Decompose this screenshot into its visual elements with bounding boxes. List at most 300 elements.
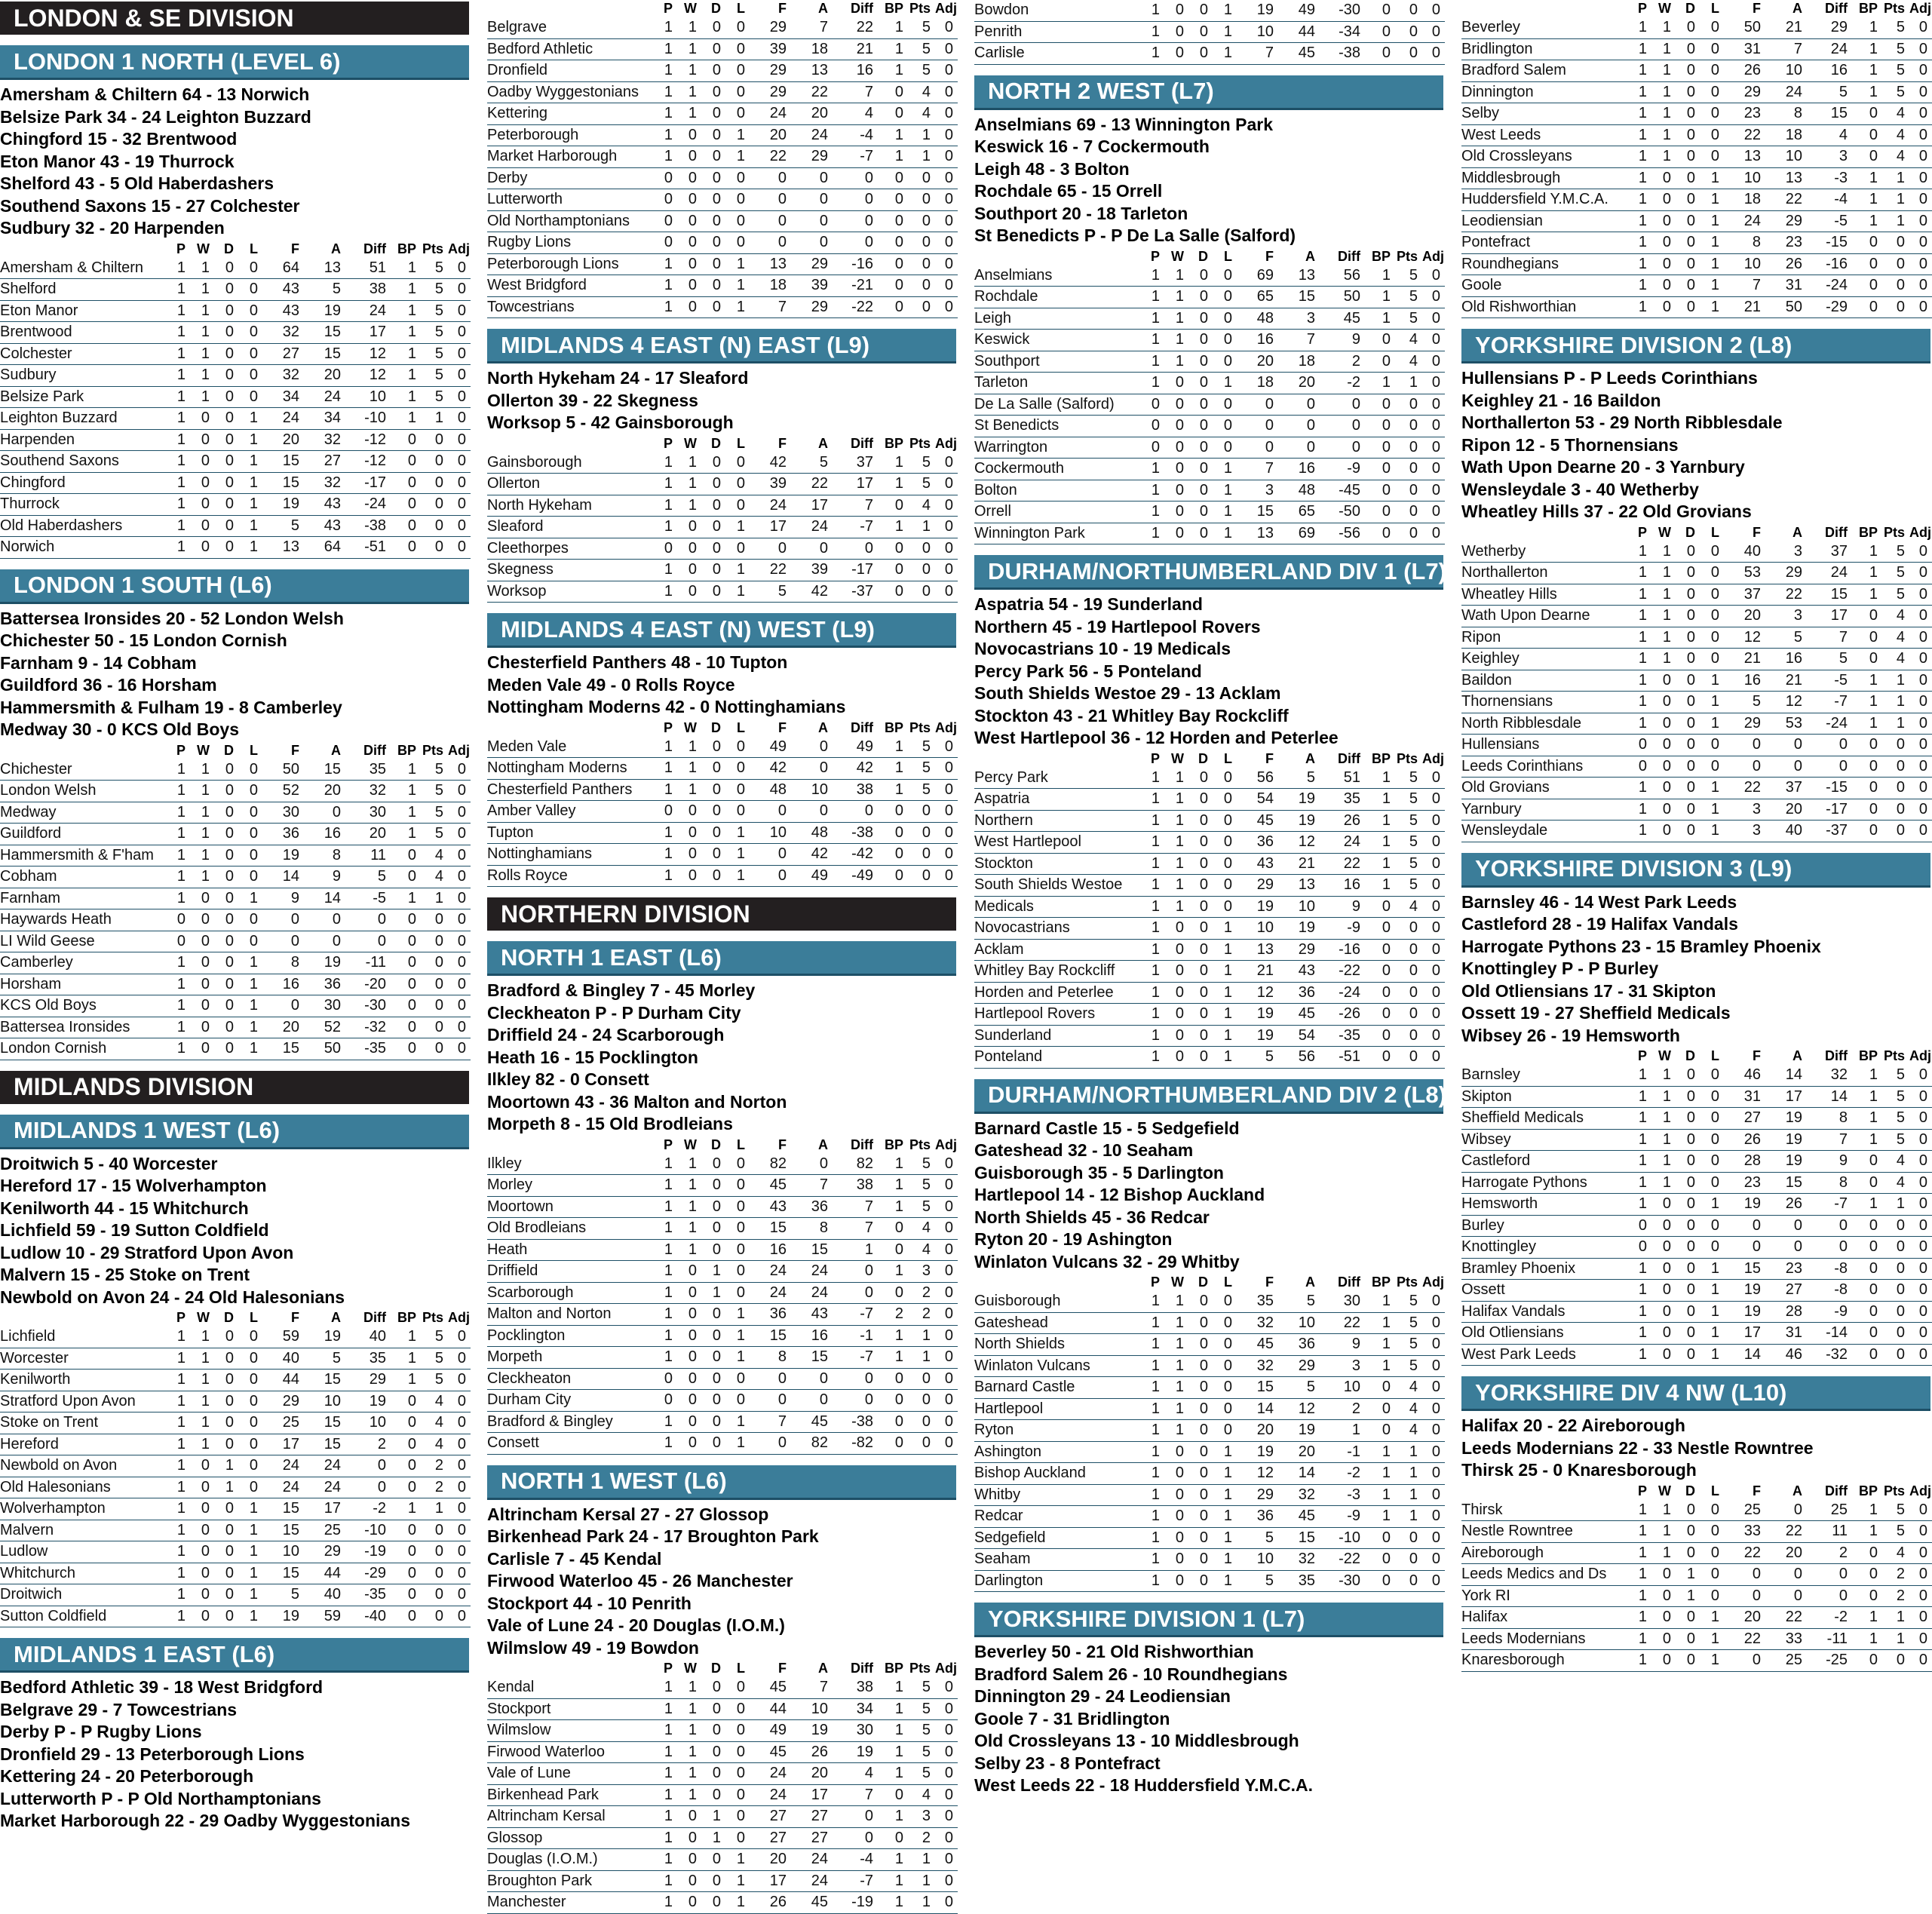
stat-cell: 0 (214, 1434, 238, 1455)
team-name: South Shields Westoe (974, 875, 1140, 897)
stat-cell: 17 (1765, 1086, 1807, 1108)
stat-cell: 1 (653, 1827, 677, 1849)
stat-cell: 0 (1882, 1650, 1909, 1672)
stat-cell: 0 (878, 1433, 908, 1455)
stat-cell: 0 (214, 451, 238, 473)
stat-cell: 0 (1882, 232, 1909, 254)
stat-cell: 0 (1213, 896, 1237, 918)
stat-cell: 22 (1320, 1312, 1365, 1334)
stat-cell: 1 (1140, 1570, 1164, 1592)
stat-cell: 5 (421, 759, 448, 781)
stat-cell: 0 (935, 1218, 958, 1240)
stat-cell: 26 (791, 1741, 833, 1763)
stat-cell: 50 (1724, 17, 1765, 38)
stat-cell: 1 (677, 1175, 701, 1197)
stat-cell: 0 (1213, 394, 1237, 416)
stat-cell: 15 (1278, 1527, 1320, 1549)
stat-cell: 0 (701, 865, 725, 887)
stat-cell: 0 (701, 232, 725, 254)
table-row (487, 167, 958, 189)
team-name: Bradford Salem (1461, 60, 1627, 82)
stat-cell: 7 (833, 81, 878, 103)
stat-cell: 7 (1237, 459, 1278, 480)
match-result: West Leeds 22 - 18 Huddersfield Y.M.C.A. (974, 1775, 1314, 1795)
stat-cell: 45 (791, 1892, 833, 1914)
stat-cell: 22 (1765, 189, 1807, 211)
stat-cell: 1 (1140, 961, 1164, 983)
stat-cell: 1 (166, 515, 190, 537)
stat-cell: 13 (750, 253, 791, 275)
stat-cell: 12 (1278, 832, 1320, 854)
stat-cell: 0 (935, 1282, 958, 1304)
team-name: Halifax Vandals (1461, 1301, 1627, 1323)
stat-cell: 0 (1213, 351, 1237, 373)
stat-cell: 0 (1395, 21, 1422, 43)
stat-cell: 39 (791, 275, 833, 297)
column-header-p: P (663, 1136, 673, 1152)
team-name: Broughton Park (487, 1870, 653, 1892)
section (0, 1638, 469, 1832)
stat-cell: 1 (1140, 1025, 1164, 1047)
section (487, 329, 956, 603)
stat-cell: -2 (345, 1498, 391, 1520)
league-banner-north-1-west-l6: NORTH 1 WEST (L6) (487, 1465, 956, 1500)
standings-table (0, 742, 471, 1060)
stat-cell: 1 (391, 322, 421, 344)
stat-cell: 0 (878, 1218, 908, 1240)
stat-cell: 0 (1676, 1086, 1700, 1108)
stat-cell: 0 (1909, 1585, 1932, 1607)
stat-cell: 15 (304, 1370, 345, 1391)
stat-cell: 1 (653, 1849, 677, 1871)
stat-cell: 43 (304, 515, 345, 537)
stat-cell: 0 (935, 452, 958, 474)
stat-cell: 0 (791, 167, 833, 189)
team-name: Douglas (I.O.M.) (487, 1849, 653, 1871)
stat-cell: 0 (391, 845, 421, 867)
stat-cell: 1 (1852, 692, 1882, 713)
stat-cell: 1 (725, 1411, 750, 1433)
team-name: Dinnington (1461, 81, 1627, 103)
stat-cell: 21 (1237, 961, 1278, 983)
team-name: Thornensians (1461, 692, 1627, 713)
stat-cell: 1 (1164, 265, 1188, 287)
stat-cell: 0 (791, 1154, 833, 1175)
stat-cell: 0 (833, 1390, 878, 1412)
stat-cell: 0 (935, 1806, 958, 1828)
team-name: Winlaton Vulcans (974, 1355, 1140, 1377)
stat-cell: 0 (1651, 1194, 1676, 1216)
stat-cell: 0 (908, 538, 935, 560)
match-result: St Benedicts P - P De La Salle (Salford) (974, 225, 1296, 245)
stat-cell: 0 (1909, 146, 1932, 168)
match-result: Market Harborough 22 - 29 Oadby Wyggestonians (0, 1811, 411, 1830)
stat-cell: 0 (1365, 1549, 1395, 1571)
stat-cell: 1 (653, 1784, 677, 1806)
stat-cell: 37 (1807, 541, 1852, 563)
stat-cell: 0 (701, 1741, 725, 1763)
stat-cell: 0 (1852, 1237, 1882, 1259)
stat-cell: 0 (935, 189, 958, 211)
stat-cell: 0 (908, 275, 935, 297)
table-row (974, 1484, 1445, 1506)
match-result: Lichfield 59 - 19 Sutton Coldfield (0, 1220, 269, 1240)
section (487, 0, 956, 318)
stat-cell: 0 (677, 822, 701, 844)
stat-cell: 0 (391, 515, 421, 537)
stat-cell: 1 (653, 81, 677, 103)
stat-cell: -29 (1807, 296, 1852, 318)
match-result: Battersea Ironsides 20 - 52 London Welsh (0, 608, 344, 628)
stat-cell: 29 (791, 253, 833, 275)
stat-cell: 1 (878, 17, 908, 38)
stat-cell: 0 (1213, 832, 1237, 854)
stat-cell: 1 (1651, 1172, 1676, 1194)
stat-cell: 1 (238, 1541, 262, 1563)
column-header-p: P (663, 719, 673, 735)
stat-cell: 0 (908, 581, 935, 603)
stat-cell: 21 (1724, 649, 1765, 670)
stat-cell: 1 (166, 279, 190, 301)
stat-cell: -26 (1320, 1004, 1365, 1026)
column-header-diff: Diff (363, 1310, 386, 1325)
stat-cell: 17 (791, 1784, 833, 1806)
stat-cell: 1 (166, 322, 190, 344)
stat-cell: 29 (750, 60, 791, 82)
stat-cell: 0 (1188, 810, 1213, 832)
stat-cell: 1 (1213, 502, 1237, 523)
league-banner-yorkshire-division-1-l7: YORKSHIRE DIVISION 1 (L7) (974, 1603, 1443, 1637)
stat-cell: 1 (725, 124, 750, 146)
stat-cell: 0 (1909, 1500, 1932, 1521)
column-header-diff: Diff (363, 241, 386, 256)
stat-cell: -51 (1320, 1047, 1365, 1069)
column-header-l: L (737, 435, 745, 451)
stat-cell: 1 (653, 779, 677, 801)
column-header-d: D (1685, 1048, 1695, 1063)
stat-cell: 0 (1422, 1441, 1445, 1463)
stat-cell: 0 (878, 1368, 908, 1390)
stat-cell: 39 (750, 38, 791, 60)
stat-cell: 65 (1278, 502, 1320, 523)
stat-cell: 0 (1724, 1237, 1765, 1259)
stat-cell: 17 (304, 1498, 345, 1520)
team-name: Ossett (1461, 1280, 1627, 1302)
team-name: Middlesbrough (1461, 167, 1627, 189)
table-row (974, 1441, 1445, 1463)
stat-cell: 0 (1422, 1025, 1445, 1047)
team-name: Ponteland (974, 1047, 1140, 1069)
stat-cell: 0 (421, 472, 448, 494)
stat-cell: 1 (1140, 287, 1164, 308)
stat-cell: 0 (448, 1584, 471, 1606)
stat-cell: 0 (1422, 265, 1445, 287)
stat-cell: 0 (238, 365, 262, 387)
stat-cell: 0 (1395, 459, 1422, 480)
team-name: Huddersfield Y.M.C.A. (1461, 189, 1627, 211)
stat-cell: 0 (421, 952, 448, 974)
stat-cell: 0 (750, 1368, 791, 1390)
stat-cell: 0 (1676, 103, 1700, 125)
stat-cell: 38 (345, 279, 391, 301)
table-row (1461, 253, 1932, 275)
stat-cell: 1 (391, 300, 421, 322)
stat-cell: 0 (1909, 1564, 1932, 1586)
stat-cell: 0 (448, 974, 471, 995)
match-result: Ollerton 39 - 22 Skegness (487, 390, 698, 410)
team-name: Thurrock (0, 494, 166, 516)
match-result: Medway 30 - 0 KCS Old Boys (0, 719, 239, 739)
table-row (487, 1154, 958, 1175)
stat-cell: 1 (725, 1892, 750, 1914)
stat-cell: 48 (791, 822, 833, 844)
table-row (974, 982, 1445, 1004)
stat-cell: 20 (1765, 799, 1807, 821)
stat-cell: 0 (448, 781, 471, 802)
table-row (0, 386, 471, 408)
stat-cell: 0 (391, 1017, 421, 1038)
team-name: Hammersmith & F'ham (0, 845, 166, 867)
stat-cell: 0 (214, 386, 238, 408)
stat-cell: -3 (1807, 167, 1852, 189)
team-name: Wilmslow (487, 1720, 653, 1742)
column-header-l: L (250, 241, 258, 256)
stat-cell: 0 (1909, 627, 1932, 649)
stat-cell: 0 (1422, 1377, 1445, 1399)
stat-cell: 0 (701, 275, 725, 297)
team-name: Kettering (487, 103, 653, 125)
stat-cell: 0 (214, 1563, 238, 1584)
stat-cell: -42 (833, 844, 878, 866)
table-row (0, 1541, 471, 1563)
column-header-a: A (818, 1, 828, 16)
stat-cell: 5 (908, 474, 935, 495)
table-row (487, 538, 958, 560)
stat-cell: 0 (750, 210, 791, 232)
table-row (487, 822, 958, 844)
stat-cell: 0 (238, 386, 262, 408)
stat-cell: 35 (1237, 1291, 1278, 1312)
column-header-f: F (1265, 1274, 1274, 1290)
stat-cell: 0 (1395, 480, 1422, 502)
stat-cell: 0 (448, 258, 471, 279)
stat-cell: 21 (1724, 296, 1765, 318)
column-header-w: W (1171, 750, 1184, 766)
stat-cell: 5 (1395, 832, 1422, 854)
stat-cell: 0 (1852, 821, 1882, 842)
stat-cell: 1 (1140, 1463, 1164, 1485)
stat-cell: 0 (878, 1411, 908, 1433)
team-name: Oadby Wyggestonians (487, 81, 653, 103)
stat-cell: 0 (701, 452, 725, 474)
stat-cell: 0 (935, 737, 958, 758)
column-header-p: P (1150, 248, 1160, 264)
stat-cell: 0 (935, 1849, 958, 1871)
stat-cell: 0 (1422, 394, 1445, 416)
league-banner-durham-northumberland-div-1-l7: DURHAM/NORTHUMBERLAND DIV 1 (L7) (974, 555, 1443, 590)
column-header-a: A (1792, 524, 1802, 540)
stat-cell: 0 (791, 758, 833, 780)
table-row (974, 1334, 1445, 1356)
stat-cell: 4 (1395, 896, 1422, 918)
stat-cell: 0 (1676, 1215, 1700, 1237)
stat-cell: 0 (677, 1827, 701, 1849)
stat-cell: -8 (1807, 1280, 1852, 1302)
team-name: Vale of Lune (487, 1763, 653, 1785)
stat-cell: 44 (1278, 21, 1320, 43)
team-name: Goole (1461, 275, 1627, 297)
stat-cell: 1 (1213, 918, 1237, 940)
stat-cell: 0 (304, 931, 345, 952)
stat-cell: 1 (391, 802, 421, 824)
stat-cell: 0 (1882, 799, 1909, 821)
stat-cell: 5 (262, 1584, 304, 1606)
stat-cell: 1 (166, 451, 190, 473)
stat-cell: 0 (448, 451, 471, 473)
column-header-p: P (1637, 524, 1647, 540)
table-row (974, 918, 1445, 940)
table-row (974, 768, 1445, 789)
table-row (1461, 1065, 1932, 1086)
stat-cell: -7 (833, 1347, 878, 1369)
column-header-d: D (711, 1, 721, 16)
match-result: Thirsk 25 - 0 Knaresborough (1461, 1460, 1697, 1480)
stat-cell: 0 (677, 1806, 701, 1828)
stat-cell: 1 (878, 474, 908, 495)
stat-cell: 1 (166, 1327, 190, 1348)
stat-cell: 0 (1676, 210, 1700, 232)
team-name: Dronfield (487, 60, 653, 82)
team-name: Meden Vale (487, 737, 653, 758)
stat-cell: 0 (1365, 480, 1395, 502)
column-header-a: A (1792, 1, 1802, 16)
stat-cell: 0 (1700, 1237, 1724, 1259)
league-banner-midlands-4-east-n-west-l9: MIDLANDS 4 EAST (N) WEST (L9) (487, 613, 956, 648)
stat-cell: 1 (1651, 627, 1676, 649)
stat-cell: 0 (421, 909, 448, 931)
stat-cell: 1 (1365, 1441, 1395, 1463)
stat-cell: 0 (1724, 735, 1765, 756)
stat-cell: 36 (791, 1196, 833, 1218)
team-name: North Ribblesdale (1461, 713, 1627, 735)
league-banner-midlands-1-east-l6: MIDLANDS 1 EAST (L6) (0, 1638, 469, 1673)
team-name: West Park Leeds (1461, 1344, 1627, 1366)
column-header-diff: Diff (851, 1661, 873, 1676)
stat-cell: 23 (1724, 103, 1765, 125)
stat-cell: 0 (908, 1368, 935, 1390)
stat-cell: 0 (908, 1411, 935, 1433)
stat-cell: 0 (833, 189, 878, 211)
stat-cell: 29 (1765, 563, 1807, 584)
stat-cell: 0 (1188, 265, 1213, 287)
stat-cell: 0 (1395, 1549, 1422, 1571)
column-header-pts: Pts (422, 742, 443, 758)
match-result: Vale of Lune 24 - 20 Douglas (I.O.M.) (487, 1615, 785, 1635)
stat-cell: 12 (1765, 692, 1807, 713)
stat-cell: 0 (1213, 875, 1237, 897)
stat-cell: 0 (1700, 1521, 1724, 1543)
team-name: North Hykeham (487, 495, 653, 517)
match-result: Harrogate Pythons 23 - 15 Bramley Phoenix (1461, 936, 1821, 956)
stat-cell: 45 (750, 1741, 791, 1763)
column-header-p: P (176, 1310, 186, 1325)
stat-cell: 1 (1164, 789, 1188, 811)
stat-cell: 38 (833, 779, 878, 801)
stat-cell: 50 (304, 1038, 345, 1060)
stat-cell: 1 (725, 822, 750, 844)
stat-cell: 0 (725, 81, 750, 103)
stat-cell: 1 (677, 474, 701, 495)
stat-cell: 1 (1365, 1506, 1395, 1528)
stat-cell: 0 (935, 296, 958, 318)
match-result: Malvern 15 - 25 Stoke on Trent (0, 1265, 250, 1284)
stat-cell: 0 (878, 232, 908, 254)
table-row (0, 258, 471, 279)
stat-cell: 45 (1237, 810, 1278, 832)
stat-cell: 0 (1676, 1172, 1700, 1194)
stat-cell: -2 (1320, 373, 1365, 394)
stat-cell: 1 (421, 408, 448, 430)
column-header-p: P (663, 1, 673, 16)
stat-cell: 0 (791, 1368, 833, 1390)
stat-cell: 36 (1237, 832, 1278, 854)
stat-cell: 16 (304, 824, 345, 845)
stat-cell: 0 (448, 365, 471, 387)
stat-cell: 0 (1676, 275, 1700, 297)
stat-cell: 1 (653, 1261, 677, 1283)
stat-cell: 43 (791, 1304, 833, 1326)
stat-cell: 0 (190, 494, 214, 516)
stat-cell: 5 (1237, 1570, 1278, 1592)
match-result: Cleckheaton P - P Durham City (487, 1002, 741, 1023)
table-row (487, 210, 958, 232)
stat-cell: 0 (1365, 43, 1395, 65)
column-header-f: F (1753, 1, 1761, 16)
stat-cell: 1 (1651, 1086, 1676, 1108)
table-row (1461, 1258, 1932, 1280)
stat-cell: 0 (701, 844, 725, 866)
stat-cell: 0 (1676, 253, 1700, 275)
stat-cell: 1 (238, 472, 262, 494)
stat-cell: 0 (1188, 21, 1213, 43)
stat-cell: 0 (935, 103, 958, 125)
stat-cell: 0 (1395, 437, 1422, 459)
stat-cell: 1 (1852, 189, 1882, 211)
stat-cell: 0 (1909, 735, 1932, 756)
table-header (1461, 0, 1932, 17)
stat-cell: 49 (750, 1720, 791, 1742)
stat-cell: 0 (935, 1870, 958, 1892)
stat-cell: 0 (1651, 1301, 1676, 1323)
stat-cell: 2 (908, 1827, 935, 1849)
stat-cell: 35 (345, 1348, 391, 1370)
stat-cell: 0 (935, 146, 958, 168)
stat-cell: 32 (262, 322, 304, 344)
stat-cell: 17 (262, 1434, 304, 1455)
stat-cell: 1 (1852, 670, 1882, 692)
stat-cell: 1 (677, 779, 701, 801)
table-row (1461, 713, 1932, 735)
stat-cell: 0 (935, 232, 958, 254)
stat-cell: 0 (1422, 437, 1445, 459)
stat-cell: 0 (1213, 768, 1237, 789)
table-row (487, 1433, 958, 1455)
stat-cell: 0 (1422, 308, 1445, 330)
stat-cell: 1 (1140, 502, 1164, 523)
stat-cell: 1 (1882, 1194, 1909, 1216)
table-row (1461, 1129, 1932, 1151)
stat-cell: 82 (791, 1433, 833, 1455)
